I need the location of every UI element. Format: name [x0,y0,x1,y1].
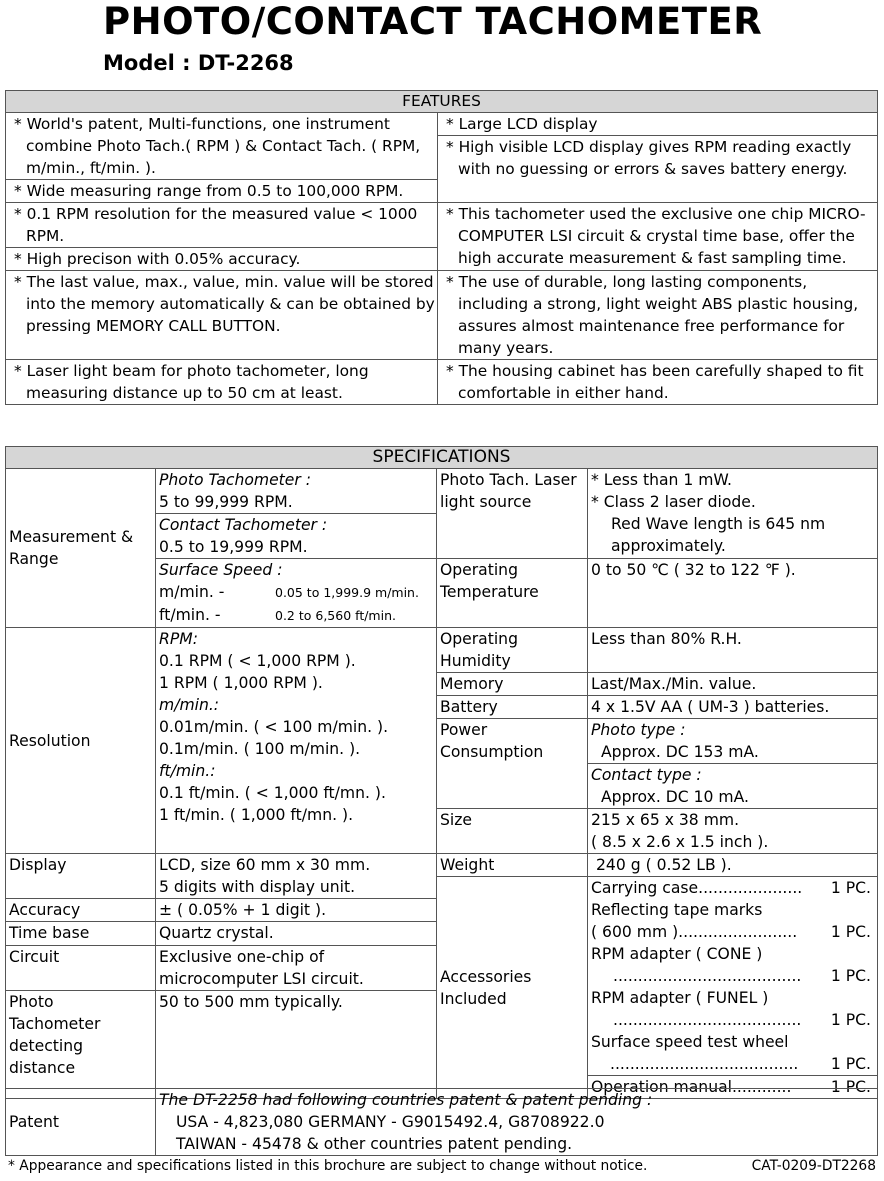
specifications-heading: SPECIFICATIONS [6,447,878,469]
spec-value-weight: 240 g ( 0.52 LB ). [588,854,878,877]
features-heading: FEATURES [6,91,878,113]
spec-line: Exclusive one-chip of [159,947,325,966]
feature-item: * 0.1 RPM resolution for the measured value < 1000 RPM. [6,203,438,248]
spec-line: 215 x 65 x 38 mm. [591,811,740,829]
spec-subtitle: Contact type : [591,766,702,784]
spec-label-resolution: Resolution [6,628,156,854]
feature-item: * High precison with 0.05% accuracy. [6,248,438,271]
spec-subtitle: ft/min.: [159,762,216,780]
spec-line: ( 8.5 x 2.6 x 1.5 inch ). [591,833,769,851]
spec-line: Red Wave length is 645 nm approximately. [611,515,826,555]
spec-line: Photo Tachometer detecting distance [9,993,101,1077]
accessory-qty: 1 PC. [830,879,871,897]
features-table [5,90,878,405]
spec-line: 0.01m/min. ( < 100 m/min. ). [159,718,389,736]
spec-value-battery: 4 x 1.5V AA ( UM-3 ) batteries. [588,696,878,719]
accessory-dots: ...................................... [610,1055,799,1073]
catalog-code: CAT-0209-DT2268 [751,1158,876,1174]
patent-table [5,1088,878,1156]
spec-value-op-temp: 0 to 50 ℃ ( 32 to 122 ℉ ). [588,559,878,628]
spec-value-laser [588,469,878,559]
spec-value-resolution [156,628,437,854]
feature-item: * Large LCD display [438,113,878,136]
spec-line: 0.05 to 1,999.9 m/min. [275,585,419,600]
accessory-item: ( 600 mm )........................ [591,923,798,941]
accessory-qty: 1 PC. [830,967,871,985]
spec-line: Approx. DC 10 mA. [601,788,749,806]
spec-label-op-humidity: Operating Humidity [437,628,588,673]
spec-line: 0.1 ft/min. ( < 1,000 ft/mn. ). [159,784,386,802]
patent-value [156,1089,878,1156]
spec-value-accessories [588,877,878,1099]
spec-value-circuit [156,945,437,990]
spec-line: 0.1 RPM ( < 1,000 RPM ). [159,652,356,670]
feature-item: * The last value, max., value, min. value will be stored into the memory automatically & can be obtained by pressing MEMORY CALL BUTTON. [6,271,438,360]
accessory-item: Operation manual............ [591,1078,792,1096]
spec-value-accuracy: ± ( 0.05% + 1 digit ). [156,899,437,922]
spec-value-op-humidity: Less than 80% R.H. [588,628,878,673]
spec-line: * Less than 1 mW. [591,471,733,489]
patent-label: Patent [6,1089,156,1156]
page-title: PHOTO/CONTACT TACHOMETER [103,0,763,43]
accessory-item: RPM adapter ( CONE ) [591,945,763,963]
spec-line: microcomputer LSI circuit. [159,969,364,988]
spec-value-detecting: 50 to 500 mm typically. [156,991,437,1099]
spec-value-memory: Last/Max./Min. value. [588,673,878,696]
accessory-qty: 1 PC. [830,923,871,941]
patent-line: TAIWAN - 45478 & other countries patent pending. [176,1135,573,1153]
spec-value-display [156,854,437,899]
patent-line: USA - 4,823,080 GERMANY - G9015492.4, G8708922.0 [176,1113,605,1131]
accessory-dots: ...................................... [613,1011,802,1029]
accessory-qty: 1 PC. [830,1011,871,1029]
accessory-item: Surface speed test wheel [591,1033,789,1051]
spec-line: 0.5 to 19,999 RPM. [159,538,308,556]
spec-label-laser: Photo Tach. Laser light source [437,469,588,559]
model-number: Model : DT-2268 [103,51,294,75]
spec-line: 0.1m/min. ( 100 m/min. ). [159,740,361,758]
spec-line: 5 to 99,999 RPM. [159,493,293,511]
accessory-item: Carrying case..................... [591,879,803,897]
accessory-qty: 1 PC. [830,1078,871,1096]
spec-value-time-base: Quartz crystal. [156,922,437,945]
accessory-item: RPM adapter ( FUNEL ) [591,989,769,1007]
spec-label-accuracy: Accuracy [6,899,156,922]
spec-label-power: Power Consumption [437,719,588,809]
spec-label-display: Display [6,854,156,899]
spec-label-op-temp: Operating Temperature [437,559,588,628]
spec-line: LCD, size 60 mm x 30 mm. [159,856,371,874]
feature-item: * The use of durable, long lasting components, including a strong, light weight ABS plastic housing, assures almost maintenance free performance for many years. [438,271,878,360]
specifications-table [5,446,878,1099]
spec-line: m/min. - [159,583,225,601]
spec-subtitle: m/min.: [159,696,220,714]
feature-item: * This tachometer used the exclusive one chip MICRO-COMPUTER LSI circuit & crystal time base, offer the high accurate measurement & fast sampling time. [438,203,878,271]
spec-value-power-photo [588,719,878,764]
spec-label-detecting [6,991,156,1099]
feature-item: * Laser light beam for photo tachometer, long measuring distance up to 50 cm at least. [6,360,438,405]
accessory-dots: ...................................... [613,967,802,985]
spec-label-accessories: Accessories Included [437,877,588,1099]
spec-value-power-contact [588,764,878,809]
spec-subtitle: RPM: [159,630,198,648]
spec-subtitle: Photo Tachometer : [159,471,311,489]
patent-line: The DT-2258 had following countries patent & patent pending : [159,1091,653,1109]
spec-value [156,559,437,628]
accessory-item: Reflecting tape marks [591,901,763,919]
spec-line: Approx. DC 153 mA. [601,743,759,761]
spec-label-weight: Weight [437,854,588,877]
spec-value [156,514,437,559]
spec-label-size: Size [437,809,588,854]
spec-line: ft/min. - [159,606,221,624]
spec-subtitle: Contact Tachometer : [159,516,328,534]
spec-line: 5 digits with display unit. [159,878,356,896]
spec-label-battery: Battery [437,696,588,719]
spec-label-memory: Memory [437,673,588,696]
footer-disclaimer: * Appearance and specifications listed in this brochure are subject to change without notice. [8,1158,648,1174]
spec-subtitle: Surface Speed : [159,561,283,579]
spec-value-size [588,809,878,854]
spec-line: 1 ft/min. ( 1,000 ft/mn. ). [159,806,354,824]
spec-label-circuit: Circuit [6,945,156,990]
feature-item: * Wide measuring range from 0.5 to 100,000 RPM. [6,180,438,203]
spec-label-measurement: Measurement & Range [6,469,156,628]
spec-value [156,469,437,514]
spec-label-time-base: Time base [6,922,156,945]
spec-subtitle: Photo type : [591,721,686,739]
spec-line: 0.2 to 6,560 ft/min. [275,608,396,623]
spec-line: * Class 2 laser diode. [591,493,756,511]
feature-item: * The housing cabinet has been carefully shaped to fit comfortable in either hand. [438,360,878,405]
feature-item: * World's patent, Multi-functions, one instrument combine Photo Tach.( RPM ) & Contact Tach. ( RPM, m/min., ft/min. ). [6,113,438,180]
spec-line: 1 RPM ( 1,000 RPM ). [159,674,323,692]
accessory-qty: 1 PC. [830,1055,871,1073]
feature-item: * High visible LCD display gives RPM reading exactly with no guessing or errors & saves battery energy. [438,136,878,203]
